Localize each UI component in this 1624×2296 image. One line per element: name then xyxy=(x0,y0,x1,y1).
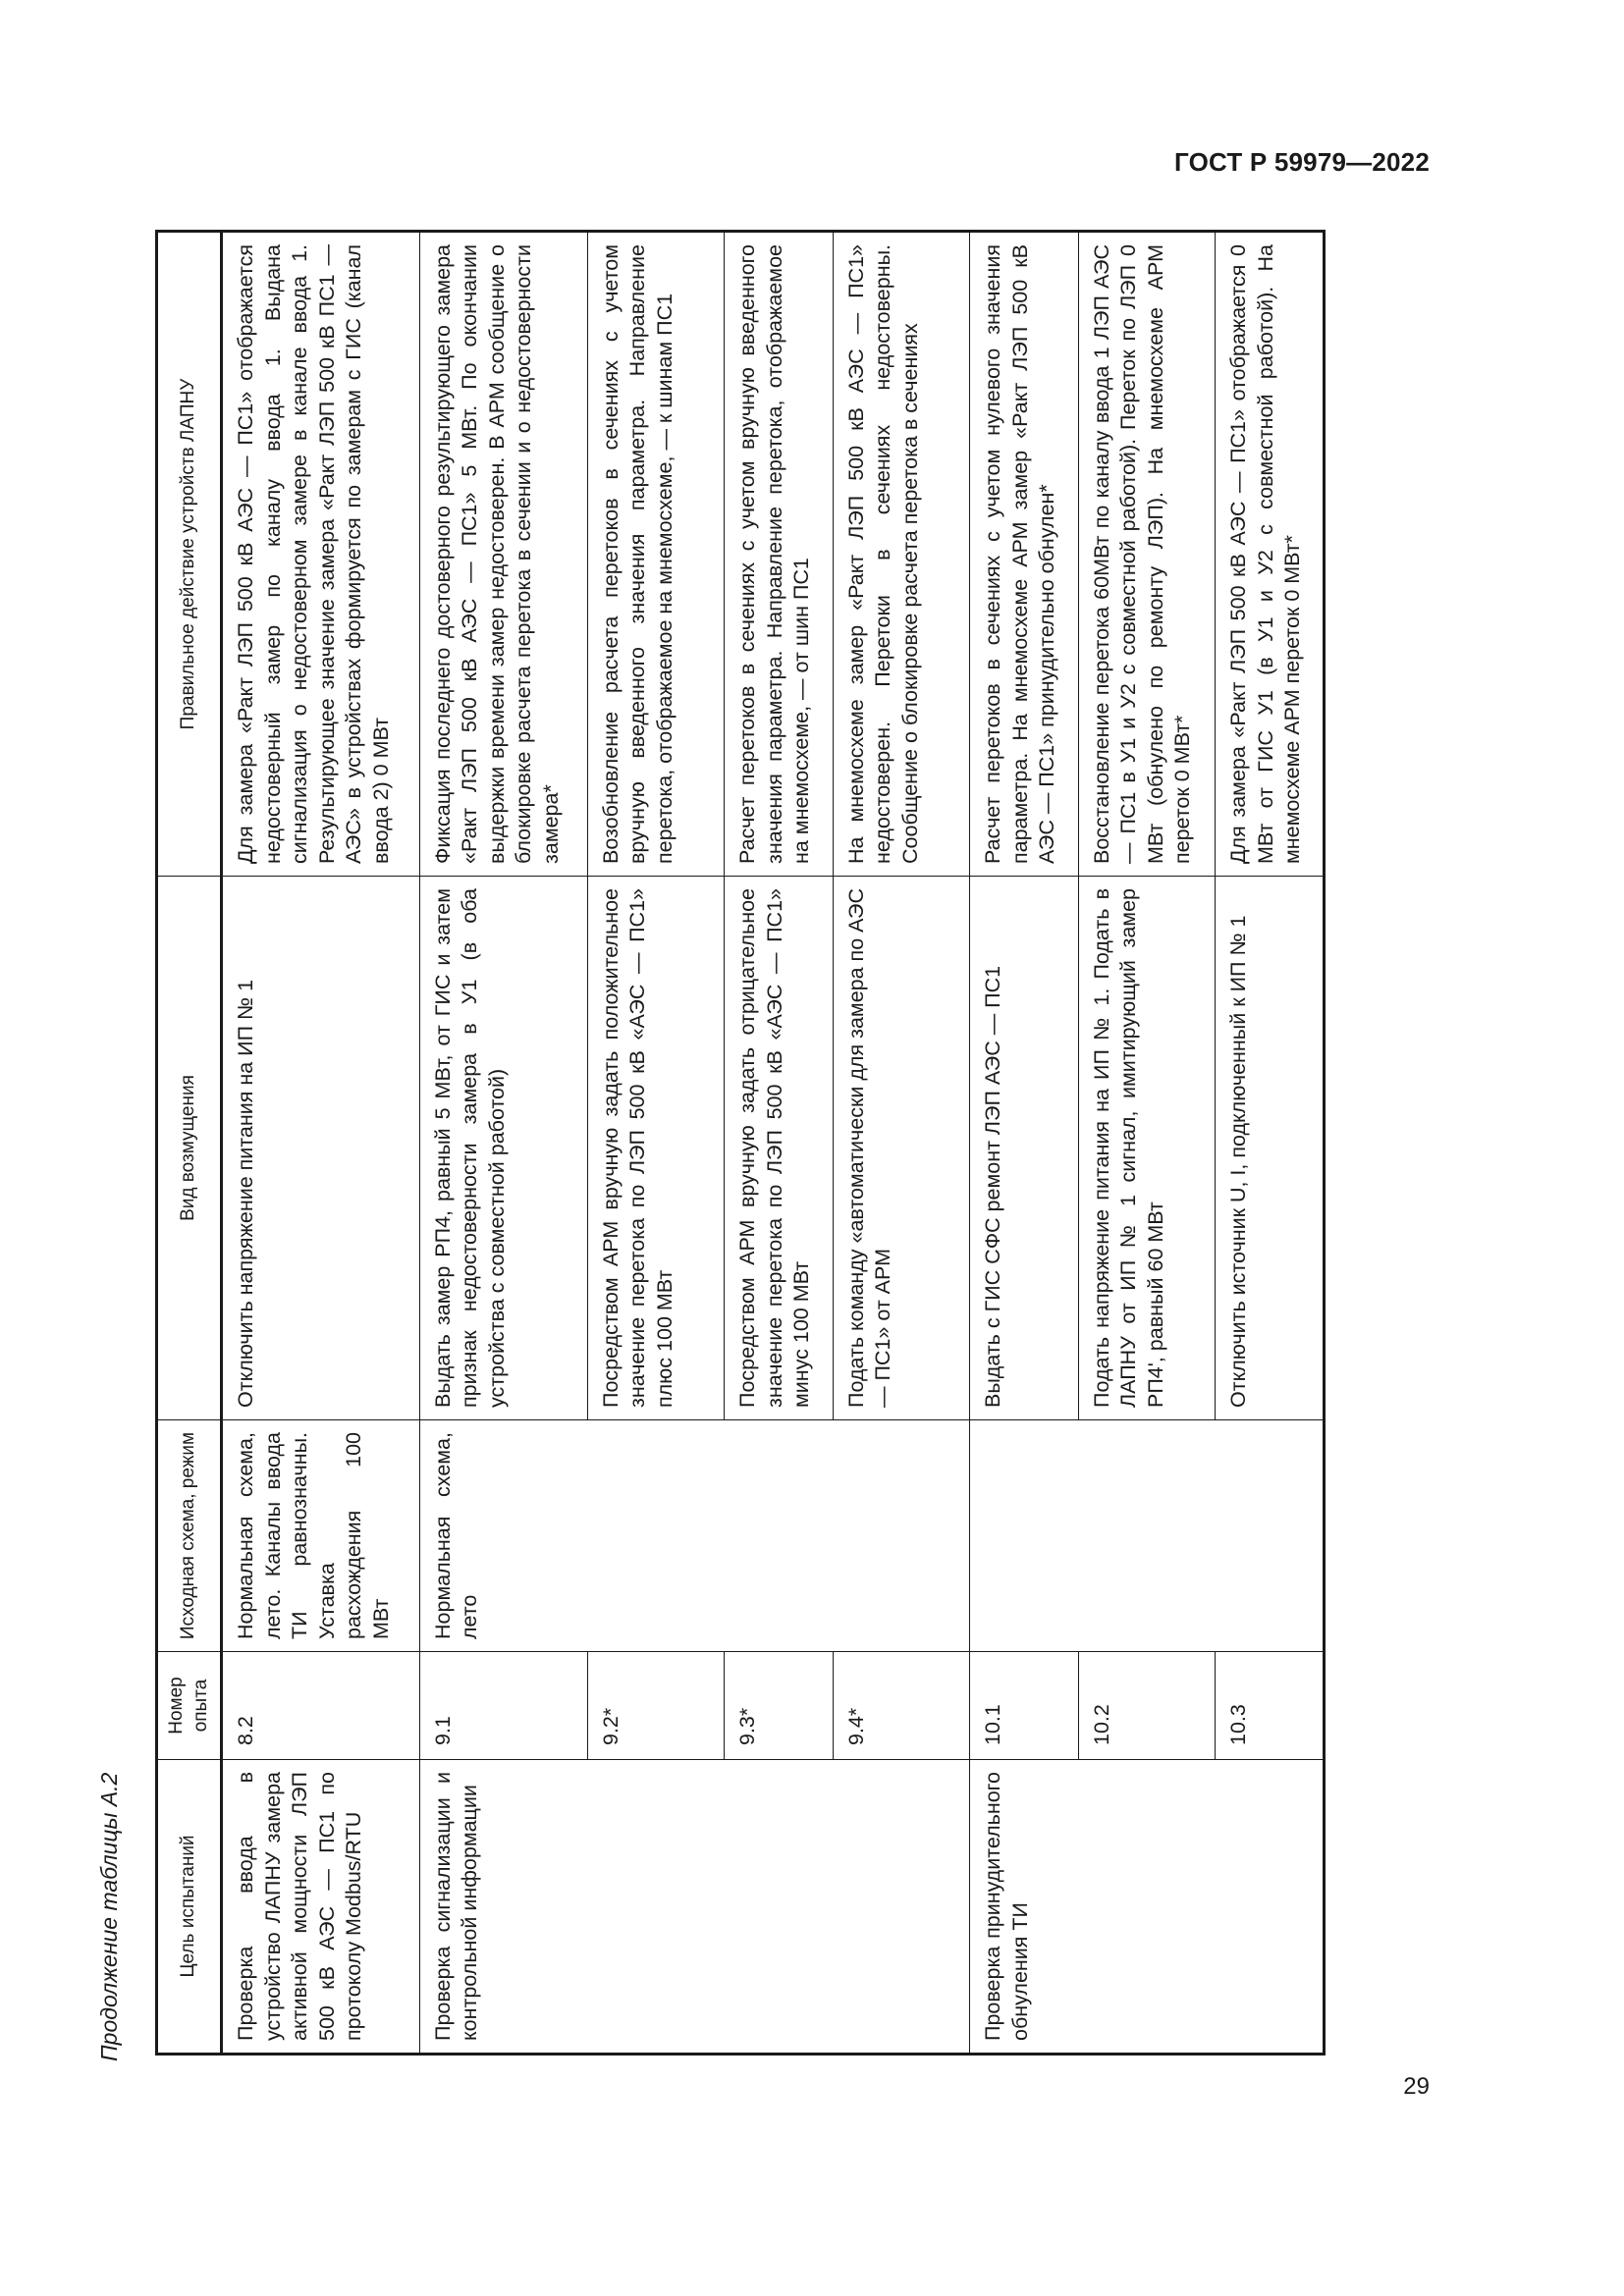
table-row xyxy=(419,232,587,2055)
column-header-mode: Исходная схема, режим xyxy=(157,1420,222,1652)
number-cell: 10.1 xyxy=(970,1652,1079,1760)
action-cell: Возобновление расчета перетоков в сечениях с учетом вручную введенного значения параметра. Направление перетока, отображаемое на мнемосхеме, — к шинам ПС1 xyxy=(587,232,724,877)
column-header-goal: Цель испытаний xyxy=(157,1760,222,2055)
action-cell: Расчет перетоков в сечениях с учетом вручную введенного значения параметра. Направление перетока, отображаемое на мнемосхеме, — от шин ПС1 xyxy=(725,232,834,877)
mode-cell xyxy=(970,1420,1325,1652)
goal-cell: Проверка принудительного обнуления ТИ xyxy=(970,1760,1325,2055)
action-cell: Расчет перетоков в сечениях с учетом нулевого значения параметра. На мнемосхеме АРМ замер «Ракт ЛЭП 500 кВ АЭС — ПС1» принудительно обнулен* xyxy=(970,232,1079,877)
number-cell: 10.2 xyxy=(1078,1652,1215,1760)
action-cell: На мнемосхеме замер «Ракт ЛЭП 500 кВ АЭС — ПС1» недостоверен. Перетоки в сечениях недостоверны. Сообщение о блокировке расчета перетока в сечениях xyxy=(833,232,969,877)
disturbance-cell: Подать команду «автоматически для замера по АЭС — ПС1» от АРМ xyxy=(833,877,969,1420)
goal-cell: Проверка сигнализации и контрольной информации xyxy=(419,1760,969,2055)
action-cell: Фиксация последнего достоверного результирующего замера «Ракт ЛЭП 500 кВ АЭС — ПС1» 5 МВт. По окончании выдержки времени замер недостоверен. В АРМ сообщение о блокировке расчета перетока в сечении и о недостоверности замера* xyxy=(419,232,587,877)
column-header-action: Правильное действие устройств ЛАПНУ xyxy=(157,232,222,877)
disturbance-cell: Отключить источник U, I, подключенный к ИП № 1 xyxy=(1216,877,1325,1420)
table-row xyxy=(222,232,420,2055)
rotated-table-container xyxy=(155,230,1326,2056)
column-header-number: Номер опыта xyxy=(157,1652,222,1760)
action-cell: Для замера «Ракт ЛЭП 500 кВ АЭС — ПС1» отображается 0 МВт от ГИС У1 (в У1 и У2 с совместной работой). На мнемосхеме АРМ переток 0 МВт* xyxy=(1216,232,1325,877)
document-code: ГОСТ Р 59979—2022 xyxy=(1174,147,1430,177)
mode-cell: Нормальная схема, лето. Каналы ввода ТИ равнозначны. Уставка расхождения 100 МВт xyxy=(222,1420,420,1652)
test-table xyxy=(155,230,1326,2056)
number-cell: 8.2 xyxy=(222,1652,420,1760)
table-caption: Продолжение таблицы А.2 xyxy=(96,1772,122,2061)
table-header-row xyxy=(157,232,222,2055)
disturbance-cell: Отключить напряжение питания на ИП № 1 xyxy=(222,877,420,1420)
number-cell: 9.3* xyxy=(725,1652,834,1760)
number-cell: 9.2* xyxy=(587,1652,724,1760)
column-header-disturbance: Вид возмущения xyxy=(157,877,222,1420)
goal-cell: Проверка ввода в устройство ЛАПНУ замера активной мощности ЛЭП 500 кВ АЭС — ПС1 по протоколу Modbus/RTU xyxy=(222,1760,420,2055)
disturbance-cell: Посредством АРМ вручную задать положительное значение перетока по ЛЭП 500 кВ «АЭС — ПС1» плюс 100 МВт xyxy=(587,877,724,1420)
disturbance-cell: Посредством АРМ вручную задать отрицательное значение перетока по ЛЭП 500 кВ «АЭС — ПС1» минус 100 МВт xyxy=(725,877,834,1420)
disturbance-cell: Выдать замер РП4, равный 5 МВт, от ГИС и затем признак недостоверности замера в У1 (в оба устройства с совместной работой) xyxy=(419,877,587,1420)
number-cell: 9.1 xyxy=(419,1652,587,1760)
page-number: 29 xyxy=(1403,2073,1430,2100)
action-cell: Для замера «Ракт ЛЭП 500 кВ АЭС — ПС1» отображается недостоверный замер по каналу ввода 1. Выдана сигнализация о недостоверном замере в канале ввода 1. Результирующее значение замера «Ракт ЛЭП 500 кВ ПС1 — АЭС» в устройствах формируется по замерам с ГИС (канал ввода 2) 0 МВт xyxy=(222,232,420,877)
disturbance-cell: Выдать с ГИС СФС ремонт ЛЭП АЭС — ПС1 xyxy=(970,877,1079,1420)
action-cell: Восстановление перетока 60МВт по каналу ввода 1 ЛЭП АЭС — ПС1 в У1 и У2 с совместной работой). Переток по ЛЭП 0 МВт (обнулено по ремонту ЛЭП). На мнемосхеме АРМ переток 0 МВт* xyxy=(1078,232,1215,877)
table-row xyxy=(970,232,1079,2055)
disturbance-cell: Подать напряжение питания на ИП № 1. Подать в ЛАПНУ от ИП № 1 сигнал, имитирующий замер РП4', равный 60 МВт xyxy=(1078,877,1215,1420)
number-cell: 10.3 xyxy=(1216,1652,1325,1760)
mode-cell: Нормальная схема, лето xyxy=(419,1420,969,1652)
number-cell: 9.4* xyxy=(833,1652,969,1760)
